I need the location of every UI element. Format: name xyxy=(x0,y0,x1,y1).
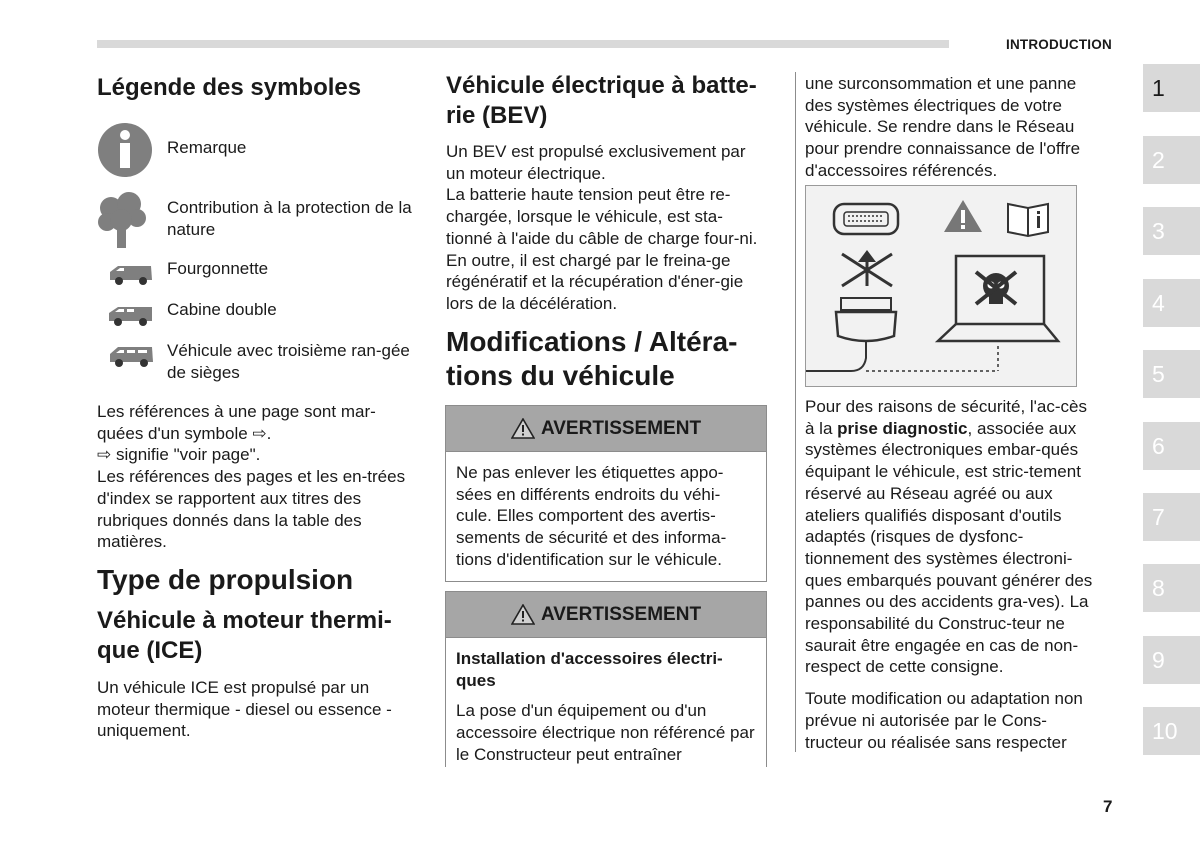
warning-title: AVERTISSEMENT xyxy=(540,603,702,625)
chapter-tab[interactable]: 3 xyxy=(1143,207,1200,255)
warning-box-labels xyxy=(445,405,767,582)
double-cab-icon xyxy=(106,303,154,332)
warning-header xyxy=(446,592,766,638)
section-title: INTRODUCTION xyxy=(1006,37,1112,52)
chapter-tab[interactable]: 6 xyxy=(1143,422,1200,470)
warning-triangle-icon xyxy=(511,418,535,439)
obd-connector-icon xyxy=(834,204,898,234)
warning-text: Ne pas enlever les étiquettes appo-sées en différents endroits du véhi-cule. Elles comportent des avertis-sements de sécurité et des informa-tions d'identification sur le véhicule. xyxy=(456,463,727,569)
text-fragment: Pour des raisons de sécurité, l'ac-cès à la xyxy=(805,397,1087,438)
page-refs-arrow-text: ⇨ signifie "voir page". xyxy=(97,445,261,465)
warning-text: La pose d'un équipement ou d'un accessoire électrique non référencé par le Constructeur peut entraîner xyxy=(456,701,755,764)
modifications-title: Modifications / Altéra-tions du véhicule xyxy=(446,326,738,391)
warning-box-accessories xyxy=(445,591,767,767)
chapter-tab[interactable]: 8 xyxy=(1143,564,1200,612)
bev-title: Véhicule électrique à batte-rie (BEV) xyxy=(446,72,757,129)
column-divider xyxy=(795,72,796,752)
tree-icon xyxy=(97,192,147,253)
diagnostic-safety-text xyxy=(805,396,1095,678)
header-rule xyxy=(97,40,949,48)
warning-triangle-icon xyxy=(511,604,535,625)
ice-title: Véhicule à moteur thermi-que (ICE) xyxy=(97,607,392,664)
van-icon xyxy=(107,262,155,291)
chapter-tab[interactable]: 7 xyxy=(1143,493,1200,541)
warning-title: AVERTISSEMENT xyxy=(540,417,702,439)
info-icon xyxy=(97,122,153,183)
column-right-lower xyxy=(805,396,1095,753)
page-refs-text: Les références à une page sont mar-quées d'un symbole ⇨. xyxy=(97,402,376,443)
accessories-continued-text: une surconsommation et une panne des systèmes électriques de votre véhicule. Se rendre dans le Réseau pour prendre connaissance de l'offre d'accessoires référencés. xyxy=(805,74,1081,180)
legend-label: Remarque xyxy=(167,138,247,157)
bev-text: Un BEV est propulsé exclusivement par un moteur électrique. xyxy=(446,142,746,183)
warning-header xyxy=(446,406,766,452)
text-fragment: , associée aux systèmes électroniques embar-qués équipant le véhicule, est stric-tement réservé au Réseau agréé ou aux ateliers qualifiés disposant d'outils adaptés (risques de dysfonc-tionnement des systèmes électroni-ques embarqués pouvant générer des pannes ou des accidents gra-ves). La responsabilité du Construc-teur ne saurait être engagée en cas de non-respect de cette consigne. xyxy=(805,418,1093,677)
modifications-text: Toute modification ou adaptation non prévue ni autorisée par le Cons-tructeur ou réalisée sans respecter xyxy=(805,689,1083,752)
page-number: 7 xyxy=(1103,797,1113,816)
legend-label: Fourgonnette xyxy=(167,259,269,278)
legend-label: Cabine double xyxy=(167,300,277,319)
legend-label: Véhicule avec troisième ran-gée de sièges xyxy=(167,341,410,382)
diagnostic-socket-illustration xyxy=(805,185,1077,387)
chapter-tab[interactable]: 1 xyxy=(1143,64,1200,112)
legend-label: Contribution à la protection de la nature xyxy=(167,198,412,239)
chapter-tab[interactable]: 10 xyxy=(1143,707,1200,755)
diagnostic-socket-term: prise diagnostic xyxy=(837,418,968,438)
chapter-tab[interactable]: 4 xyxy=(1143,279,1200,327)
page-refs-index-text: Les références des pages et les en-trées d'index se rapportent aux titres des rubriques donnés dans la table des matières. xyxy=(97,467,406,552)
third-row-van-icon xyxy=(107,344,155,373)
warning-subtitle: Installation d'accessoires électri-ques xyxy=(456,649,723,690)
ice-text: Un véhicule ICE est propulsé par un moteur thermique - diesel ou essence - uniquement. xyxy=(97,678,392,741)
bev-text-charging: La batterie haute tension peut être re-chargée, lorsque le véhicule, est sta-tionné à l'aide du câble de charge four-ni. En outre, il est chargé par le freina-ge régénératif et la récupération d'éner-gie lors de la décélération. xyxy=(446,185,758,313)
propulsion-title: Type de propulsion xyxy=(97,564,354,595)
chapter-tab[interactable]: 5 xyxy=(1143,350,1200,398)
legend-title: Légende des symboles xyxy=(97,74,362,101)
chapter-tab[interactable]: 9 xyxy=(1143,636,1200,684)
chapter-tab[interactable]: 2 xyxy=(1143,136,1200,184)
column-right xyxy=(805,73,1095,182)
